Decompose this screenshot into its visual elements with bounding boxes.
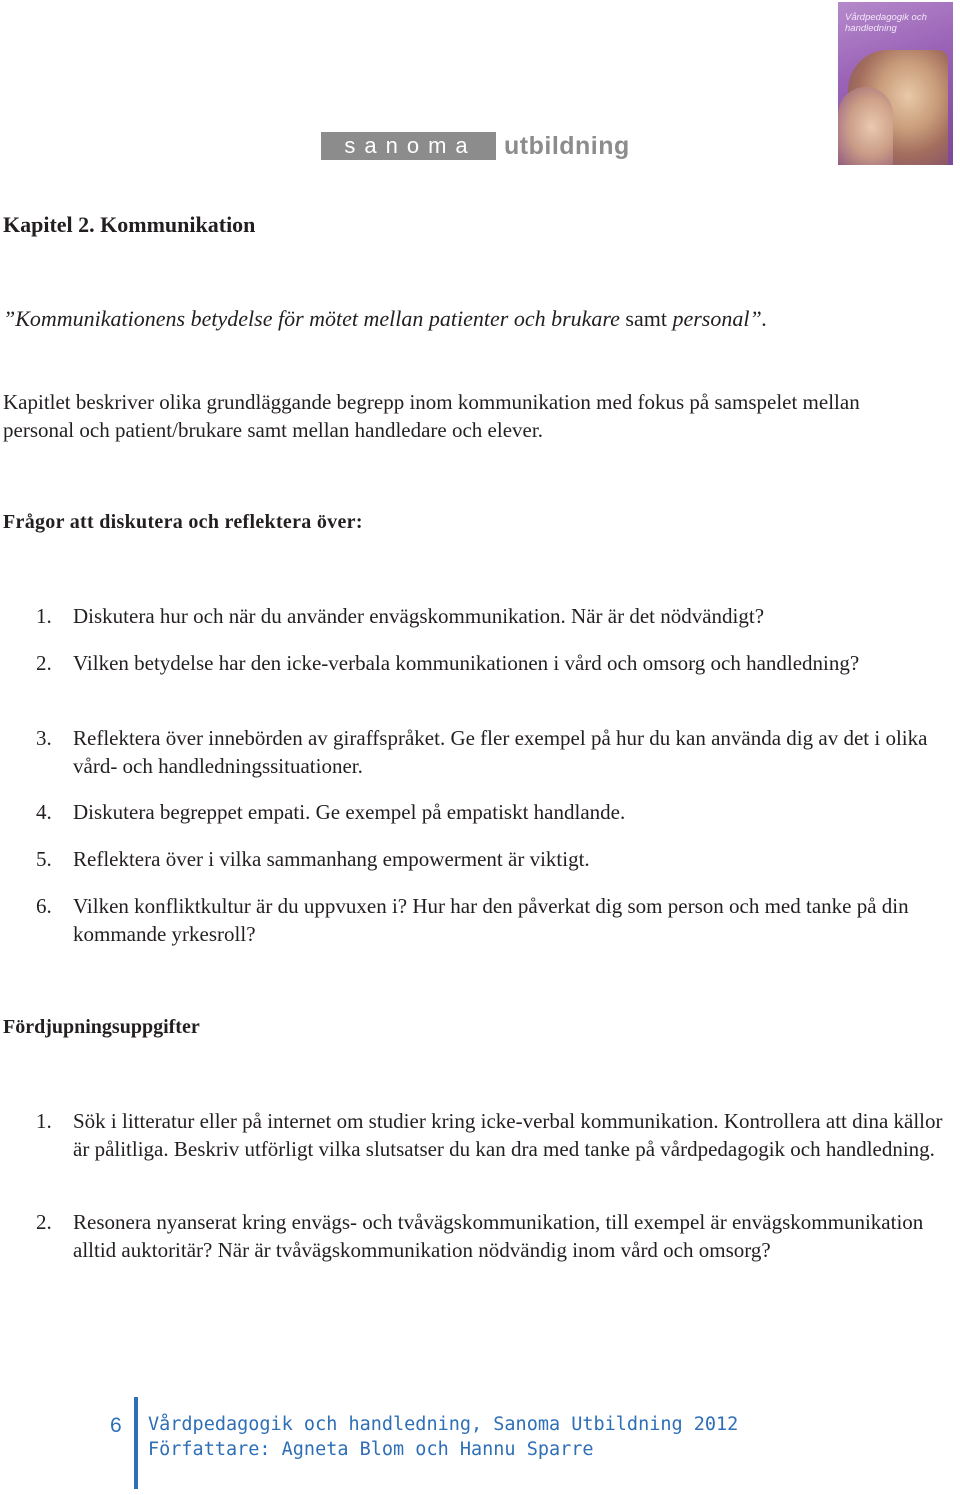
list-item-number: 6.: [36, 894, 52, 918]
cover-title: Vårdpedagogik och handledning: [845, 12, 927, 34]
publisher-logo: [321, 131, 630, 161]
list-item-number: 2.: [36, 1210, 52, 1234]
quote-part-3: personal”.: [672, 306, 768, 331]
list-item-text: Vilken betydelse har den icke-verbala kommunikationen i vård och omsorg och handledning?: [73, 651, 860, 675]
chapter-intro: Kapitlet beskriver olika grundläggande begrepp inom kommunikation med fokus på samspelet mellan personal och patient/brukare samt mellan handledare och elever.: [3, 390, 860, 442]
list-item-number: 1.: [36, 604, 52, 628]
list-item-text: Reflektera över innebörden av giraffspråket. Ge fler exempel på hur du kan använda dig av det i olika vård- och handledningssituationer.: [73, 726, 928, 778]
list-item-number: 3.: [36, 726, 52, 750]
quote-part-1: ”Kommunikationens betydelse för mötet mellan patienter och brukare: [3, 306, 620, 331]
footer-line-publication: Vårdpedagogik och handledning, Sanoma Utbildning 2012: [148, 1414, 739, 1435]
list-item-number: 2.: [36, 651, 52, 675]
footer-divider: [134, 1397, 138, 1489]
list-item-text: Vilken konfliktkultur är du uppvuxen i? Hur har den påverkat dig som person och med tanke på din kommande yrkesroll?: [73, 894, 909, 946]
logo-sanoma: sanoma: [321, 132, 496, 160]
list-item-number: 1.: [36, 1109, 52, 1133]
page-number: 6: [110, 1414, 122, 1437]
list-item-text: Sök i litteratur eller på internet om studier kring icke-verbal kommunikation. Kontrollera att dina källor är pålitliga. Beskriv utförligt vilka slutsatser du kan dra med tanke på vårdpedagogik och handledning.: [73, 1109, 943, 1161]
quote-part-2: samt: [619, 306, 673, 331]
logo-utbildning: utbildning: [504, 131, 630, 160]
questions-heading: Frågor att diskutera och reflektera över:: [3, 511, 363, 533]
chapter-quote: [3, 306, 767, 332]
list-item-text: Diskutera hur och när du använder envägskommunikation. När är det nödvändigt?: [73, 604, 765, 628]
chapter-title: Kapitel 2. Kommunikation: [3, 212, 256, 237]
list-item-text: Resonera nyanserat kring envägs- och tvåvägskommunikation, till exempel är envägskommunikation alltid auktoritär? När är tvåvägskommunikation nödvändig inom vård och omsorg?: [73, 1210, 924, 1262]
list-item-number: 4.: [36, 800, 52, 824]
footer-line-authors: Författare: Agneta Blom och Hannu Sparre: [148, 1439, 594, 1460]
cover-photo-secondary: [838, 87, 893, 165]
list-item-number: 5.: [36, 847, 52, 871]
list-item-text: Reflektera över i vilka sammanhang empowerment är viktigt.: [73, 847, 590, 871]
book-cover-image: [838, 2, 953, 165]
tasks-heading: Fördjupningsuppgifter: [3, 1016, 200, 1038]
list-item-text: Diskutera begreppet empati. Ge exempel på empatiskt handlande.: [73, 800, 626, 824]
footer-text: [148, 1412, 738, 1462]
